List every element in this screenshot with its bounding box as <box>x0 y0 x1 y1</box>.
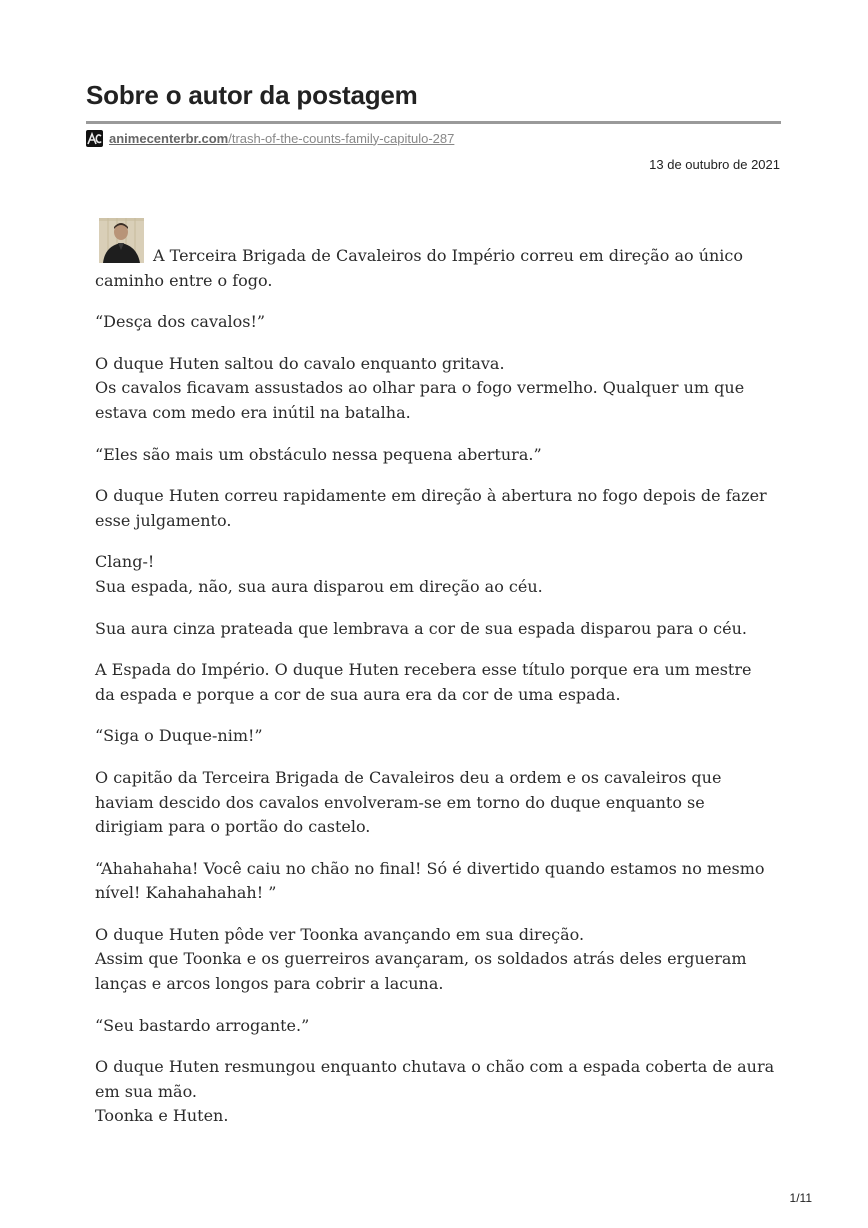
article-paragraph <box>95 617 775 642</box>
paragraph-line: O capitão da Terceira Brigada de Cavaleiros deu a ordem e os cavaleiros que haviam descido dos cavalos envolveram-se em torno do duque enquanto se dirigiam para o portão do castelo. <box>95 767 722 837</box>
paragraph-line: “Ahahahaha! Você caiu no chão no final! Só é divertido quando estamos no mesmo nível! Kahahahahah! ” <box>95 858 765 903</box>
article-paragraph <box>95 484 775 533</box>
article-paragraph <box>95 658 775 707</box>
article-paragraph <box>95 443 775 468</box>
paragraph-line: Toonka e Huten. <box>95 1106 229 1126</box>
page-number: 1/11 <box>789 1191 812 1205</box>
paragraph-line: Sua espada, não, sua aura disparou em direção ao céu. <box>95 576 543 596</box>
anime-center-logo-icon <box>86 130 103 147</box>
source-line <box>86 129 454 147</box>
paragraph-line: O duque Huten saltou do cavalo enquanto gritava. <box>95 353 505 373</box>
article-paragraph <box>95 857 775 906</box>
paragraph-line: “Eles são mais um obstáculo nessa pequena abertura.” <box>95 444 542 464</box>
article-paragraph <box>95 766 775 840</box>
source-path-link[interactable]: /trash-of-the-counts-family-capitulo-287 <box>228 130 455 146</box>
article-paragraph <box>95 724 775 749</box>
paragraph-line: Sua aura cinza prateada que lembrava a cor de sua espada disparou para o céu. <box>95 618 747 638</box>
paragraph-line: A Espada do Império. O duque Huten recebera esse título porque era um mestre da espada e porque a cor de sua aura era da cor de uma espada. <box>95 660 752 704</box>
post-date: 13 de outubro de 2021 <box>649 157 780 172</box>
paragraph-line: Assim que Toonka e os guerreiros avançaram, os soldados atrás deles ergueram lanças e arcos longos para cobrir a lacuna. <box>95 949 747 994</box>
article-paragraph <box>95 923 775 997</box>
paragraph-line: O duque Huten pôde ver Toonka avançando em sua direção. <box>95 924 585 944</box>
article-paragraph <box>95 550 775 599</box>
paragraph-line: Os cavalos ficavam assustados ao olhar para o fogo vermelho. Qualquer um que estava com medo era inútil na batalha. <box>95 378 745 422</box>
source-domain-link[interactable]: animecenterbr.com <box>109 130 229 146</box>
paragraph-line: “Desça dos cavalos!” <box>95 312 266 332</box>
article-body <box>95 216 775 1146</box>
author-avatar <box>99 218 144 263</box>
paragraph-line: O duque Huten correu rapidamente em direção à abertura no fogo depois de fazer esse julgamento. <box>95 486 767 530</box>
article-paragraph <box>95 352 775 426</box>
paragraph-line: Clang-! <box>95 552 155 572</box>
article-paragraph <box>95 216 775 293</box>
page-title: Sobre o autor da postagem <box>86 80 418 110</box>
article-paragraph <box>95 310 775 335</box>
paragraph-line: “Siga o Duque-nim!” <box>95 726 263 746</box>
paragraph-line: O duque Huten resmungou enquanto chutava o chão com a espada coberta de aura em sua mão. <box>95 1057 775 1101</box>
paragraph-line: “Seu bastardo arrogante.” <box>95 1015 310 1035</box>
article-paragraph <box>95 1055 775 1129</box>
paragraph-line: A Terceira Brigada de Cavaleiros do Império correu em direção ao único caminho entre o fogo. <box>95 246 744 290</box>
title-divider <box>86 121 781 124</box>
article-paragraph <box>95 1014 775 1039</box>
